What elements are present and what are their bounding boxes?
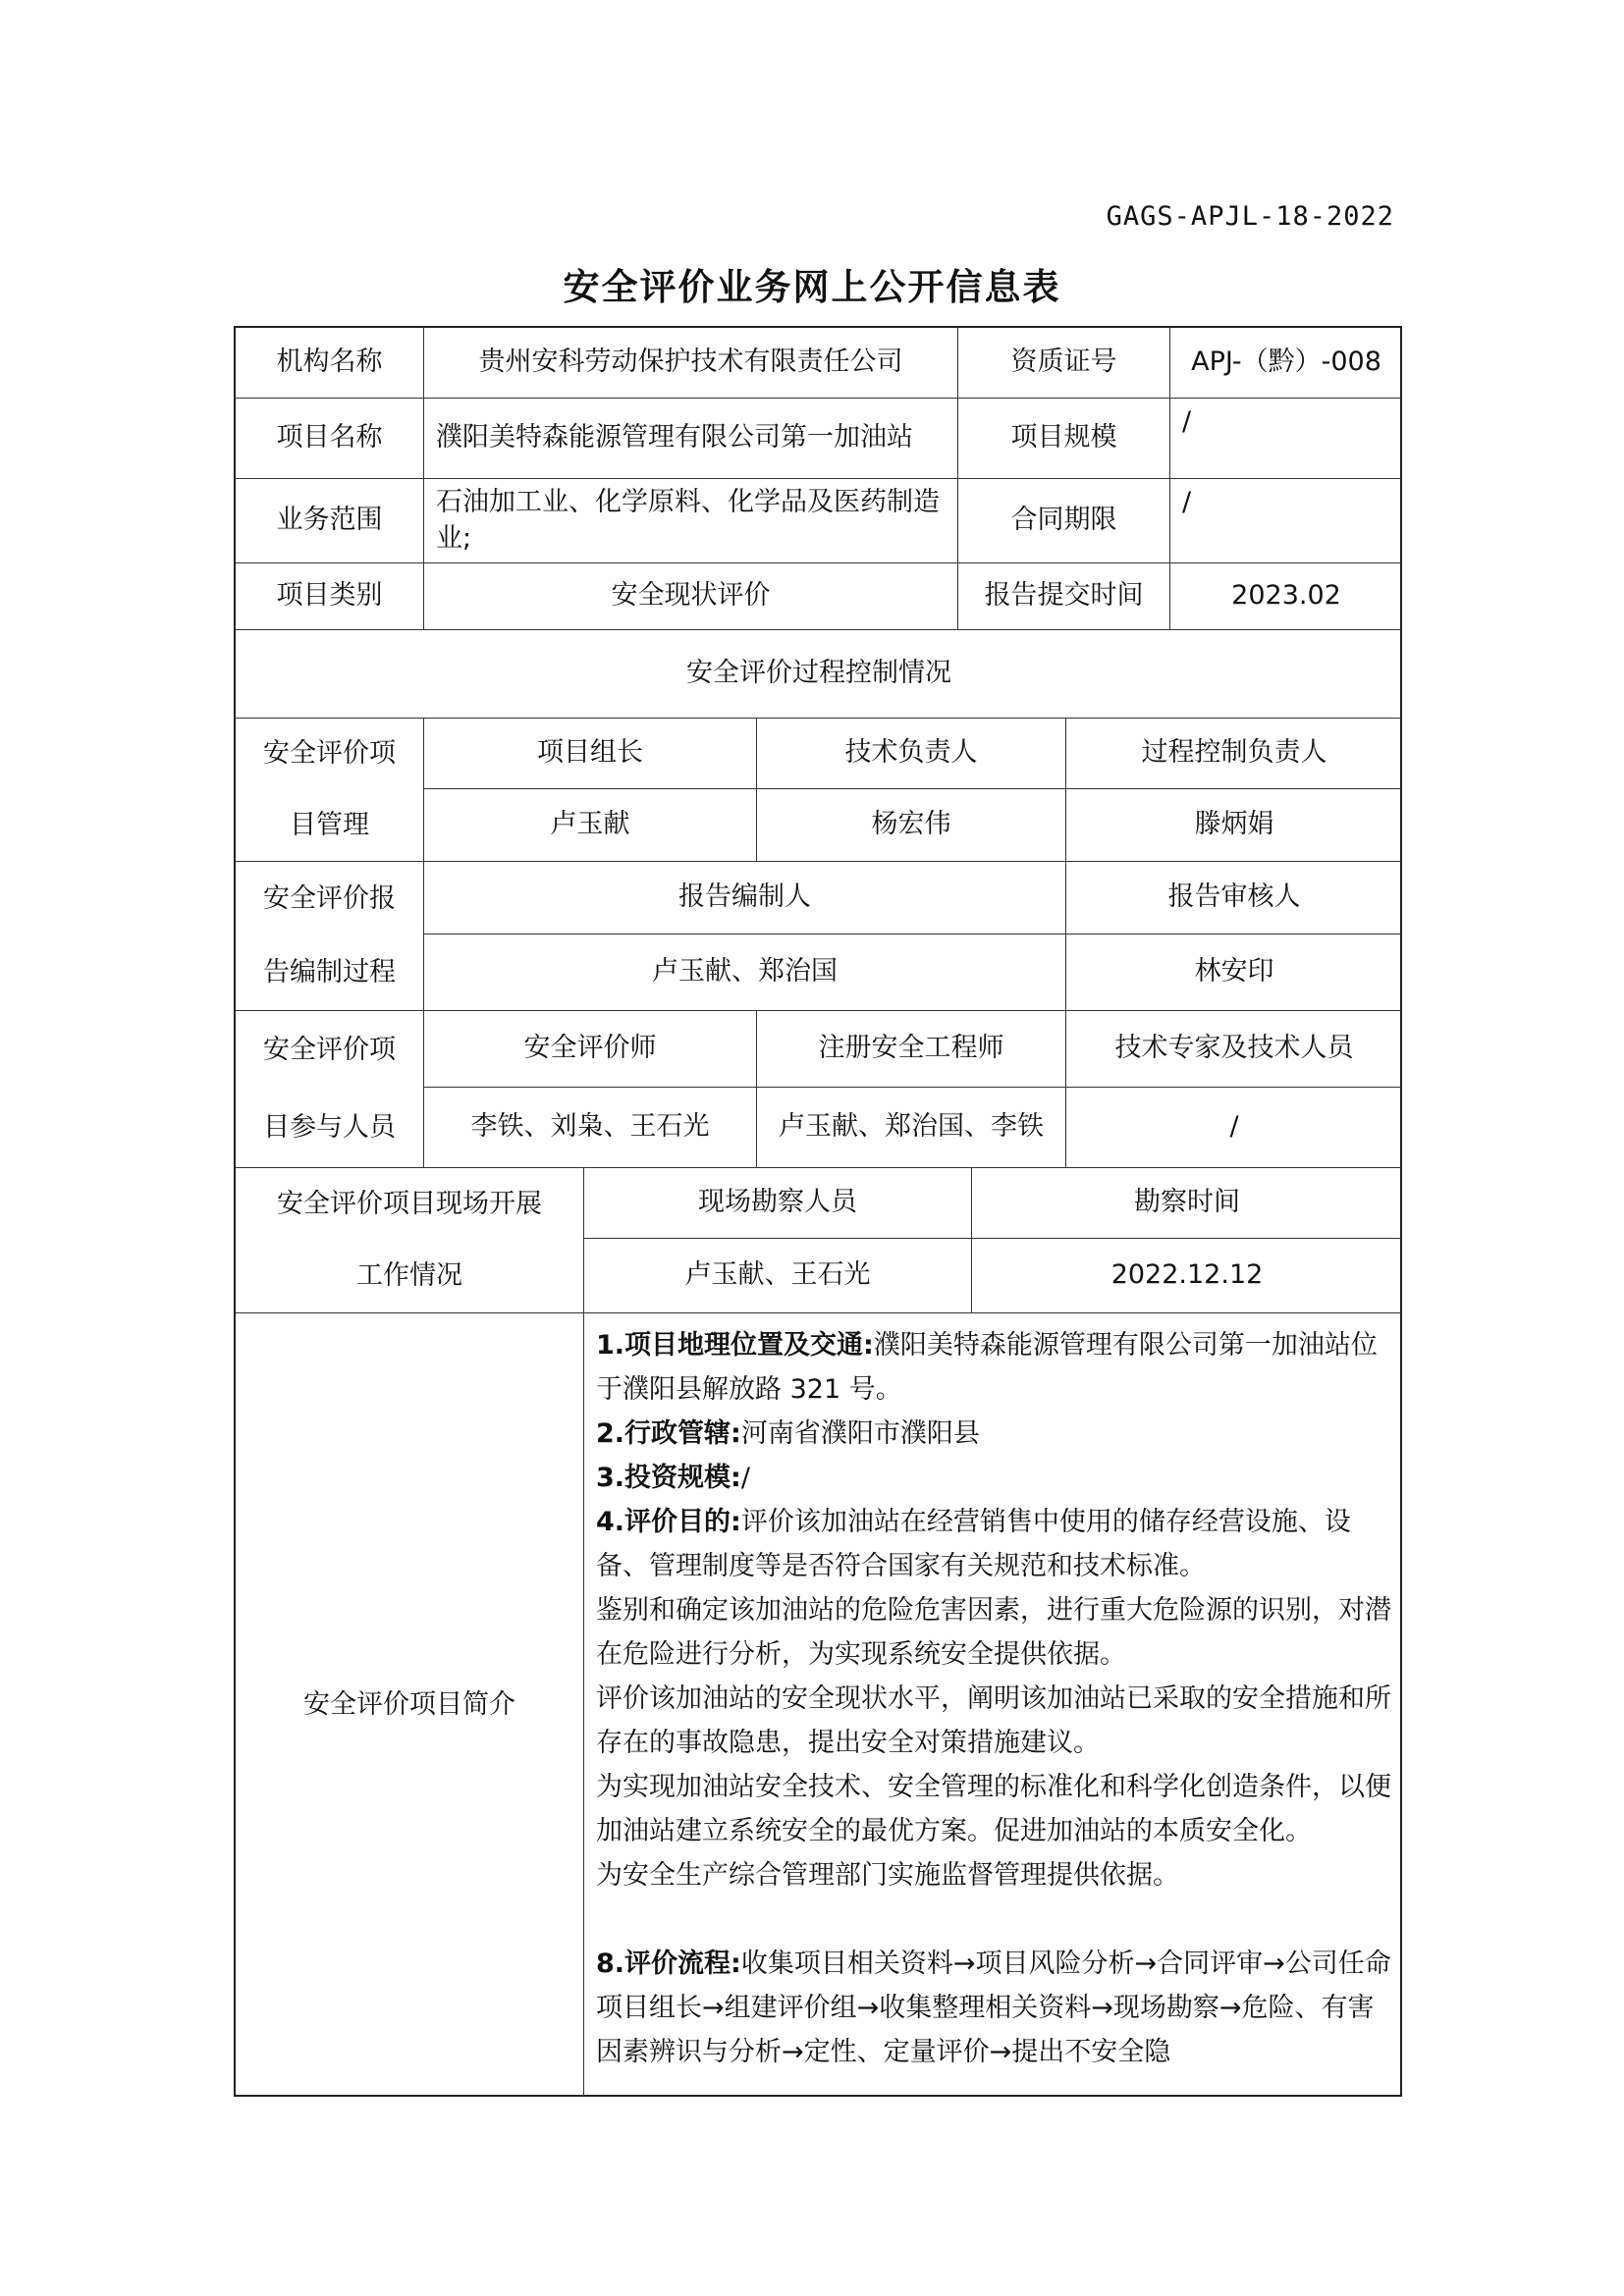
- intro-investment-title: 3.投资规模:: [596, 1463, 741, 1493]
- management-label: [236, 719, 424, 862]
- site-label-line-2: 工作情况: [356, 1260, 462, 1292]
- org-label: 机构名称: [236, 328, 424, 399]
- participants-header-engineer: 注册安全工程师: [757, 1011, 1066, 1088]
- cert-label: 资质证号: [958, 328, 1170, 399]
- management-value-tech: 杨宏伟: [757, 789, 1066, 862]
- category-value: 安全现状评价: [424, 563, 958, 630]
- submit-label: 报告提交时间: [958, 563, 1170, 630]
- intro-paragraph-status: 评价该加油站的安全现状水平，阐明该加油站已采取的安全措施和所存在的事故隐患，提出安全对策措施建议。: [596, 1683, 1391, 1758]
- participants-header-assessor: 安全评价师: [424, 1011, 757, 1088]
- term-label: 合同期限: [958, 479, 1170, 563]
- report-label-line-1: 安全评价报: [263, 882, 396, 914]
- participants-label-line-2: 目参与人员: [263, 1112, 396, 1144]
- participants-value-assessor: 李铁、刘枭、王石光: [424, 1088, 757, 1168]
- project-value: 濮阳美特森能源管理有限公司第一加油站: [424, 399, 958, 479]
- submit-value: 2023.02: [1170, 563, 1402, 630]
- process-header: 安全评价过程控制情况: [236, 630, 1402, 719]
- report-label-line-2: 告编制过程: [263, 957, 396, 988]
- intro-item-process: [596, 1942, 1392, 2074]
- participants-value-expert: /: [1066, 1088, 1402, 1168]
- site-value-inspector: 卢玉献、王石光: [584, 1239, 972, 1313]
- intro-item-investment: [596, 1456, 1392, 1500]
- intro-paragraph-supervision: 为安全生产综合管理部门实施监督管理提供依据。: [596, 1860, 1179, 1891]
- site-header-date: 勘察时间: [972, 1168, 1402, 1239]
- scale-value: /: [1170, 399, 1402, 479]
- scale-label: 项目规模: [958, 399, 1170, 479]
- intro-purpose-text: 评价该加油站在经营销售中使用的储存经营设施、设备、管理制度等是否符合国家有关规范和技术标准。: [596, 1507, 1351, 1581]
- participants-label-line-1: 安全评价项: [263, 1034, 396, 1065]
- intro-jurisdiction-title: 2.行政管辖:: [596, 1418, 741, 1449]
- participants-label: [236, 1011, 424, 1168]
- info-table: [234, 326, 1402, 2097]
- intro-row: [236, 1313, 1402, 2097]
- site-label: [236, 1168, 584, 1313]
- intro-label: 安全评价项目简介: [236, 1313, 584, 2097]
- project-label: 项目名称: [236, 399, 424, 479]
- term-value: /: [1170, 479, 1402, 563]
- report-label: [236, 862, 424, 1011]
- management-value-control: 滕炳娟: [1066, 789, 1402, 862]
- intro-item-purpose: [596, 1500, 1392, 1588]
- intro-location-title: 1.项目地理位置及交通:: [596, 1330, 874, 1361]
- management-header-leader: 项目组长: [424, 719, 757, 789]
- cert-value: APJ-（黔）-008: [1170, 328, 1402, 399]
- document-code: GAGS-APJL-18-2022: [1106, 201, 1394, 232]
- category-label: 项目类别: [236, 563, 424, 630]
- page-title: 安全评价业务网上公开信息表: [563, 266, 1061, 308]
- report-value-writer: 卢玉献、郑治国: [424, 934, 1066, 1011]
- management-label-line-2: 目管理: [290, 809, 369, 840]
- management-header-control: 过程控制负责人: [1066, 719, 1402, 789]
- intro-item-jurisdiction: [596, 1412, 1392, 1456]
- intro-item-location: [596, 1323, 1392, 1412]
- intro-process-title: 8.评价流程:: [596, 1949, 741, 1979]
- intro-jurisdiction-text: 河南省濮阳市濮阳县: [740, 1418, 980, 1449]
- report-value-reviewer: 林安印: [1066, 934, 1402, 1011]
- site-header-inspector: 现场勘察人员: [584, 1168, 972, 1239]
- management-value-leader: 卢玉献: [424, 789, 757, 862]
- report-header-writer: 报告编制人: [424, 862, 1066, 934]
- intro-investment-text: /: [740, 1463, 750, 1493]
- management-header-tech: 技术负责人: [757, 719, 1066, 789]
- report-header-reviewer: 报告审核人: [1066, 862, 1402, 934]
- management-label-line-1: 安全评价项: [263, 738, 396, 770]
- scope-value: 石油加工业、化学原料、化学品及医药制造业;: [424, 479, 958, 563]
- intro-paragraph-hazard: 鉴别和确定该加油站的危险危害因素，进行重大危险源的识别，对潜在危险进行分析，为实现系统安全提供依据。: [596, 1595, 1391, 1670]
- participants-value-engineer: 卢玉献、郑治国、李铁: [757, 1088, 1066, 1168]
- intro-content: [584, 1315, 1402, 2099]
- site-value-date: 2022.12.12: [972, 1239, 1402, 1313]
- intro-process-text: 收集项目相关资料→项目风险分析→合同评审→公司任命项目组长→组建评价组→收集整理相关资料→现场勘察→危险、有害因素辨识与分析→定性、定量评价→提出不安全隐: [596, 1949, 1391, 2067]
- intro-purpose-title: 4.评价目的:: [596, 1507, 741, 1537]
- org-value: 贵州安科劳动保护技术有限责任公司: [424, 328, 958, 399]
- site-label-line-1: 安全评价项目现场开展: [277, 1188, 542, 1219]
- intro-location-text: 濮阳美特森能源管理有限公司第一加油站位于濮阳县解放路 321 号。: [596, 1330, 1378, 1405]
- participants-header-expert: 技术专家及技术人员: [1066, 1011, 1402, 1088]
- scope-label: 业务范围: [236, 479, 424, 563]
- intro-paragraph-standard: 为实现加油站安全技术、安全管理的标准化和科学化创造条件，以便加油站建立系统安全的最优方案。促进加油站的本质安全化。: [596, 1772, 1391, 1846]
